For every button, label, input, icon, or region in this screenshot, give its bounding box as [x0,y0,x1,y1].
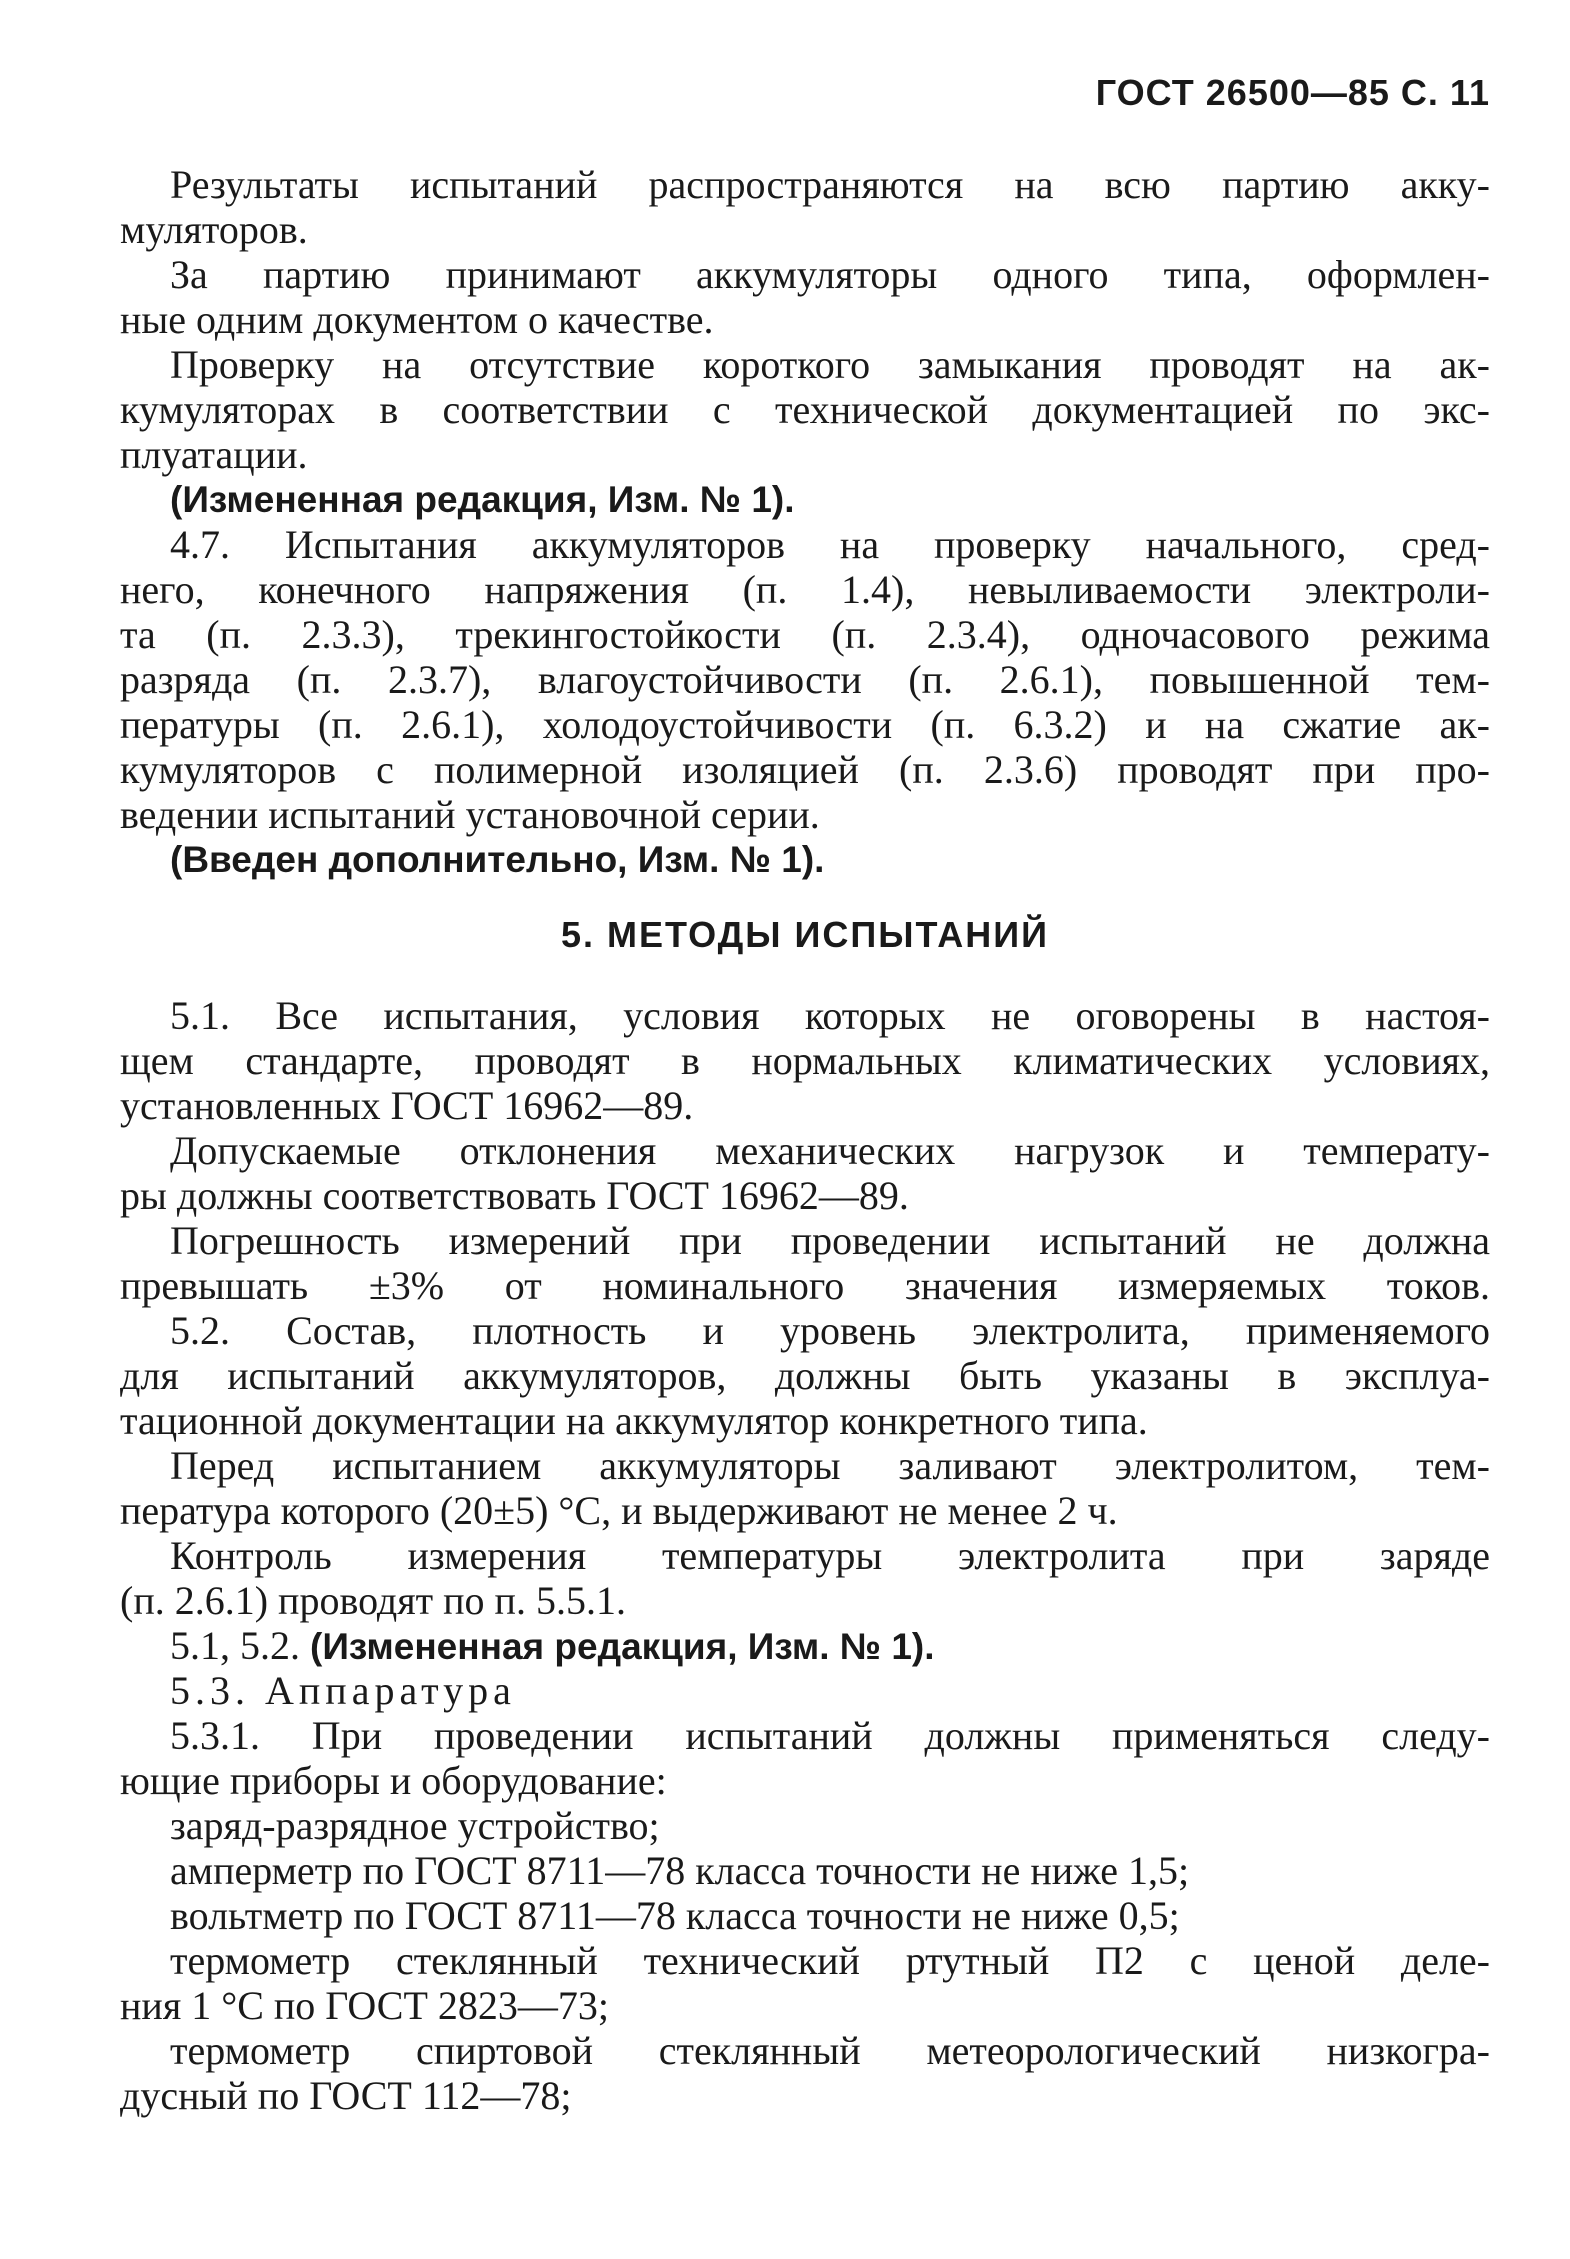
text-line: ные одним документом о качестве. [120,297,714,342]
text-line: него, конечного напряжения (п. 1.4), невыливаемости электроли- [120,567,1490,612]
text-line: 5.3.1. При проведении испытаний должны применяться следу- [170,1713,1490,1758]
amendment-note: (Введен дополнительно, Изм. № 1). [170,839,825,880]
list-item: термометр стеклянный технический ртутный П2 с ценой деле- [170,1938,1490,1983]
subsection-heading: 5.3. Аппаратура [170,1668,516,1713]
section-title: 5. МЕТОДЫ ИСПЫТАНИЙ [561,914,1049,955]
text-line: пература которого (20±5) °С, и выдерживают не менее 2 ч. [120,1488,1118,1533]
text-line: для испытаний аккумуляторов, должны быть указаны в эксплуа- [120,1353,1490,1398]
text-line: (п. 2.6.1) проводят по п. 5.5.1. [120,1578,626,1623]
text-line: муляторов. [120,207,308,252]
running-header: ГОСТ 26500—85 С. 11 [1095,72,1490,113]
list-item: заряд-разрядное устройство; [170,1803,660,1848]
text-line: установленных ГОСТ 16962—89. [120,1083,694,1128]
amendment-note: (Измененная редакция, Изм. № 1). [170,479,795,520]
text-line: 4.7. Испытания аккумуляторов на проверку начального, сред- [170,522,1490,567]
text-line: ры должны соответствовать ГОСТ 16962—89. [120,1173,909,1218]
text-line: кумуляторах в соответствии с технической документацией по экс- [120,387,1490,432]
list-item: амперметр по ГОСТ 8711—78 класса точности не ниже 1,5; [170,1848,1190,1893]
page-body [120,162,1490,2118]
text-line: 5.1. Все испытания, условия которых не оговорены в настоя- [170,993,1490,1038]
text-line: ния 1 °С по ГОСТ 2823—73; [120,1983,610,2028]
amendment-note: (Измененная редакция, Изм. № 1). [310,1626,935,1667]
list-item: вольтметр по ГОСТ 8711—78 класса точности не ниже 0,5; [170,1893,1180,1938]
text-line: плуатации. [120,432,308,477]
text-line: Допускаемые отклонения механических нагрузок и температу- [170,1128,1490,1173]
text-line: превышать ±3% от номинального значения измеряемых токов. [120,1263,1490,1308]
text-line: та (п. 2.3.3), трекингостойкости (п. 2.3.4), одночасового режима [120,612,1490,657]
text-line: Проверку на отсутствие короткого замыкания проводят на ак- [170,342,1490,387]
amendment-note-line [170,1623,1490,1668]
text-line: кумуляторов с полимерной изоляцией (п. 2.3.6) проводят при про- [120,747,1490,792]
text-line: ведении испытаний установочной серии. [120,792,820,837]
text-line: щем стандарте, проводят в нормальных климатических условиях, [120,1038,1490,1083]
text-line: Погрешность измерений при проведении испытаний не должна [170,1218,1490,1263]
text-line: дусный по ГОСТ 112—78; [120,2073,572,2118]
list-item: термометр спиртовой стеклянный метеорологический низкогра- [170,2028,1490,2073]
text-line: Контроль измерения температуры электролита при заряде [170,1533,1490,1578]
text-line: тационной документации на аккумулятор конкретного типа. [120,1398,1148,1443]
text-line: ющие приборы и оборудование: [120,1758,667,1803]
text-line: разряда (п. 2.3.7), влагоустойчивости (п. 2.6.1), повышенной тем- [120,657,1490,702]
text-line: За партию принимают аккумуляторы одного типа, оформлен- [170,252,1490,297]
text-line: 5.2. Состав, плотность и уровень электролита, применяемого [170,1308,1490,1353]
amendment-note-prefix: 5.1, 5.2. [170,1623,310,1668]
text-line: пературы (п. 2.6.1), холодоустойчивости (п. 6.3.2) и на сжатие ак- [120,702,1490,747]
text-line: Результаты испытаний распространяются на всю партию акку- [170,162,1490,207]
text-line: Перед испытанием аккумуляторы заливают электролитом, тем- [170,1443,1490,1488]
